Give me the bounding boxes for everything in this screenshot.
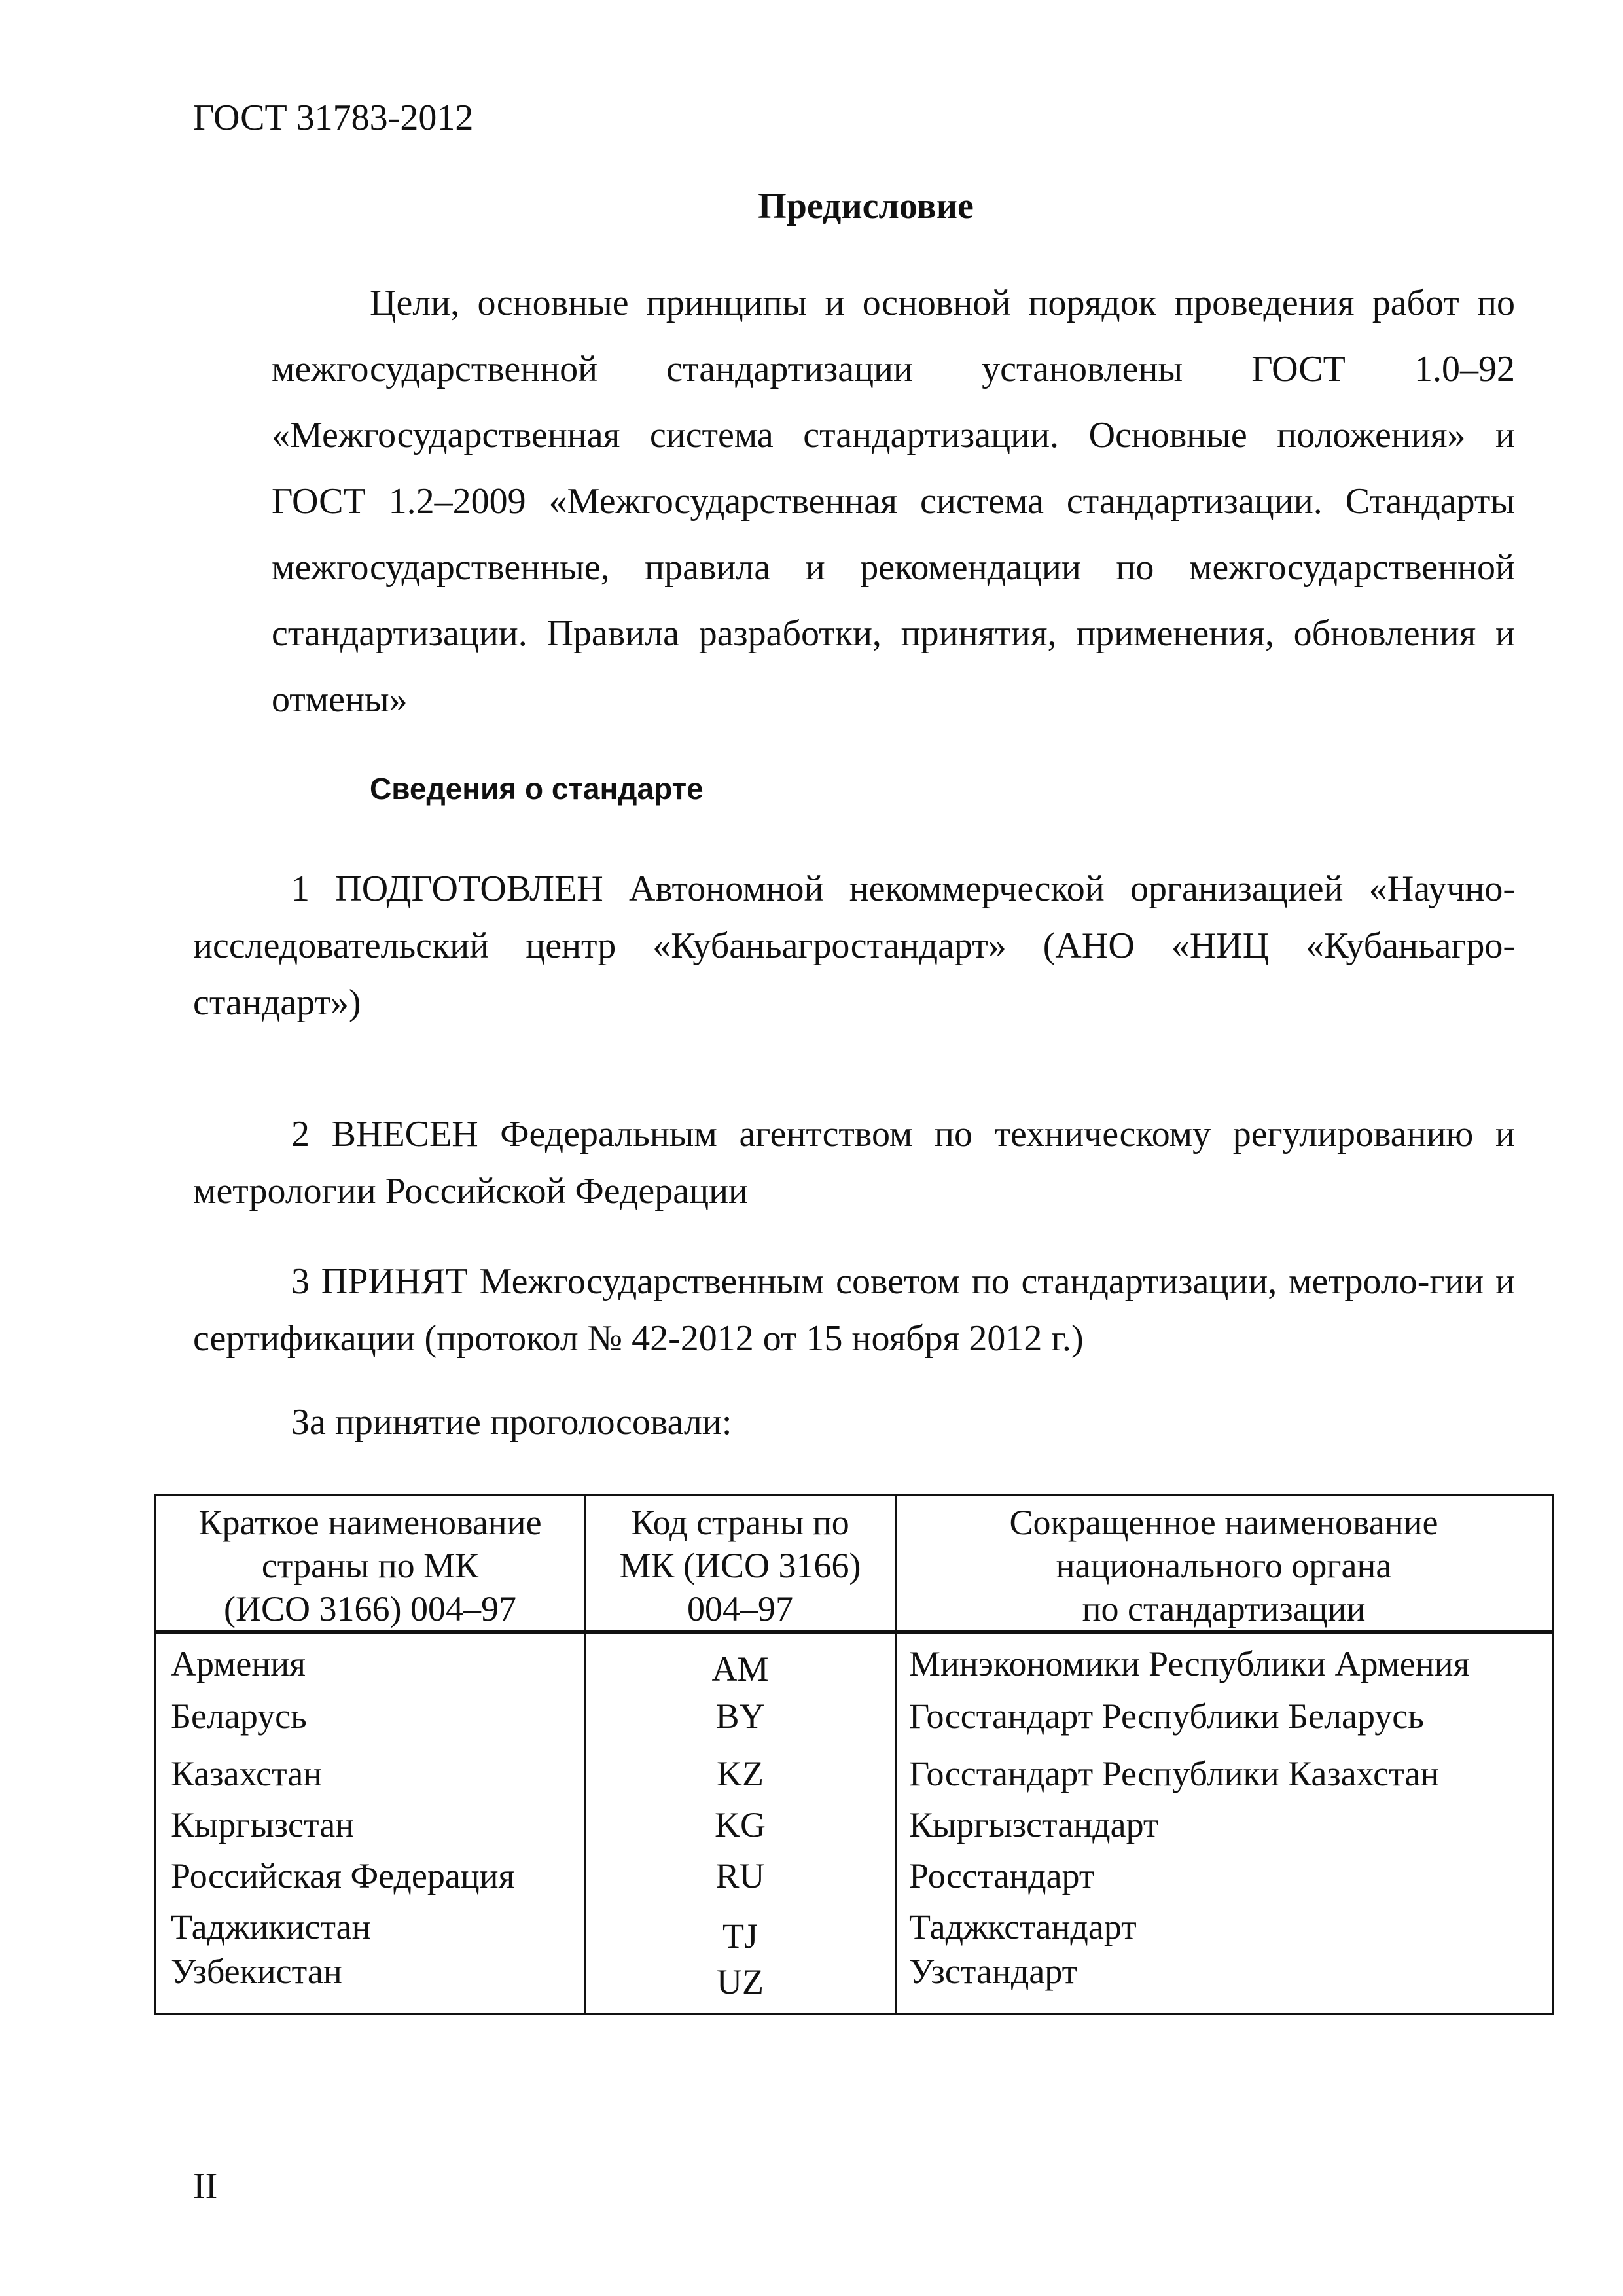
table-row [156, 1904, 1552, 1956]
page-number: II [193, 2166, 218, 2206]
country-code-cell: AM [711, 1649, 769, 1689]
table-row [156, 1641, 1552, 1687]
table-header-line: Код страны по [631, 1503, 849, 1542]
country-code-cell: KG [715, 1805, 766, 1844]
table-header-line: национального органа [1056, 1546, 1392, 1585]
table-row [156, 1853, 1552, 1899]
voted-label: За принятие проголосовали: [291, 1402, 732, 1443]
foreword-paragraph: Цели, основные принципы и основной порядок проведения работ по межгосударственной стандартизации установлены ГОСТ 1.0–92 «Межгосударственная система стандартизации. Основные положения» и ГОСТ 1.2–2009 «Межгосударственная система стандартизации. Стандарты межгосударственные, правила и рекомендации по межгосударственной стандартизации. Правила разработки, принятия, применения, обновления и отмены» [272, 283, 1515, 720]
table-header-standards-body [897, 1501, 1551, 1630]
table-header-line: Краткое наименование [198, 1503, 542, 1542]
table-header-line: страны по МК [261, 1546, 479, 1585]
standards-body-cell: Госстандарт Республики Казахстан [909, 1754, 1440, 1793]
standard-info-item-adopted: 3 ПРИНЯТ Межгосударственным советом по стандартизации, метроло-гии и сертификации (протокол № 42-2012 от 15 ноября 2012 г.) [193, 1261, 1515, 1359]
standards-body-cell: Минэкономики Республики Армения [909, 1644, 1470, 1683]
standard-info-item-submitted: 2 ВНЕСЕН Федеральным агентством по техническому регулированию и метрологии Российской Федерации [193, 1114, 1515, 1211]
foreword-title: Предисловие [758, 186, 974, 226]
table-header-line: МК (ИСО 3166) [619, 1546, 861, 1585]
standards-body-cell: Таджкстандарт [909, 1907, 1137, 1946]
country-code-cell: KZ [717, 1754, 764, 1793]
country-name-cell: Кыргызстан [171, 1805, 355, 1844]
country-name-cell: Узбекистан [171, 1952, 342, 1991]
country-name-cell: Беларусь [171, 1696, 307, 1736]
country-name-cell: Армения [171, 1644, 306, 1683]
table-row [156, 1948, 1552, 2001]
standards-body-cell: Узстандарт [909, 1952, 1078, 1991]
country-code-cell: RU [715, 1856, 765, 1895]
standards-body-cell: Росстандарт [909, 1856, 1095, 1895]
table-header-divider [156, 1630, 1552, 1634]
country-code-cell: UZ [717, 1962, 764, 2001]
voting-table [154, 1494, 1554, 2015]
standard-info-heading: Сведения о стандарте [370, 772, 704, 806]
standards-body-cell: Госстандарт Республики Беларусь [909, 1696, 1424, 1736]
standard-info-item-prepared: 1 ПОДГОТОВЛЕН Автономной некоммерческой организацией «Научно-исследовательский центр «Кубаньагростандарт» (АНО «НИЦ «Кубаньагро-стандарт») [193, 869, 1515, 1023]
table-row [156, 1693, 1552, 1739]
table-header-country-code [586, 1501, 895, 1630]
table-row [156, 1751, 1552, 1797]
table-header-line: по стандартизации [1082, 1589, 1366, 1628]
standards-body-cell: Кыргызстандарт [909, 1805, 1159, 1844]
country-code-cell: TJ [722, 1916, 758, 1956]
country-name-cell: Казахстан [171, 1754, 323, 1793]
table-header-country-name [156, 1501, 584, 1630]
table-row [156, 1802, 1552, 1848]
country-code-cell: BY [715, 1696, 765, 1736]
country-name-cell: Таджикистан [171, 1907, 371, 1946]
table-header-line: (ИСО 3166) 004–97 [224, 1589, 516, 1628]
country-name-cell: Российская Федерация [171, 1856, 515, 1895]
document-code: ГОСТ 31783-2012 [193, 98, 474, 138]
table-header-line: 004–97 [687, 1589, 793, 1628]
table-header-line: Сокращенное наименование [1009, 1503, 1438, 1542]
